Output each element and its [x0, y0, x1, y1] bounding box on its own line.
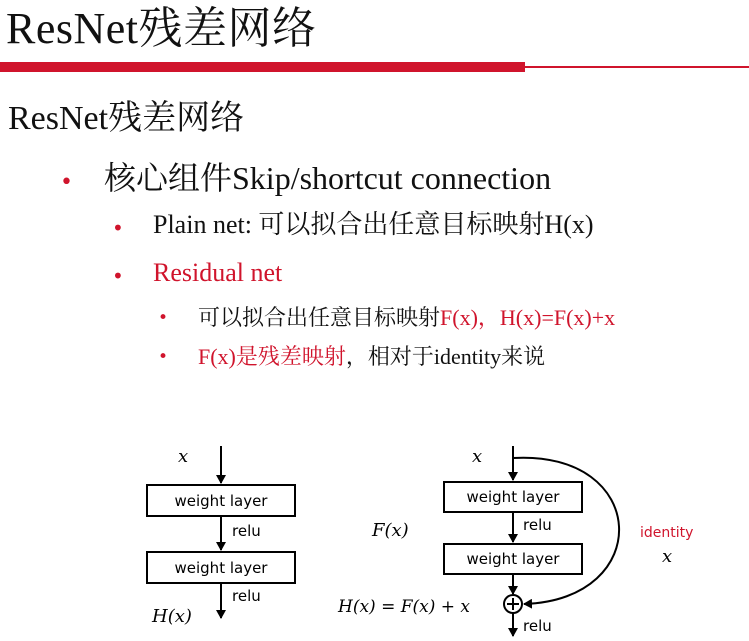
plain-input-label: x [178, 446, 189, 467]
bullet-dot: • [112, 216, 124, 240]
bullet-plain-net: Plain net: 可以拟合出任意目标映射H(x) [153, 210, 594, 239]
bullet-residual-mapping-rest: ，相对于identity来说 [345, 344, 546, 369]
residual-relu-out: relu [523, 617, 552, 635]
bullet-dot: • [112, 264, 124, 288]
residual-weight-layer-1-label: weight layer [466, 488, 560, 506]
bullet-residual-net: Residual net [153, 258, 283, 287]
bullet-dot: • [158, 347, 169, 367]
bullet-residual-equation: ，H(x)=F(x)+x [477, 305, 616, 330]
plain-relu-1: relu [232, 522, 261, 540]
bullet-residual-fit-text: 可以拟合出任意目标映射 [198, 305, 441, 330]
residual-fx-label: F(x) [372, 520, 409, 541]
slide-title: ResNet残差网络 [6, 4, 317, 53]
plain-weight-layer-1-label: weight layer [174, 492, 268, 510]
residual-weight-layer-2-label: weight layer [466, 550, 560, 568]
section-heading: ResNet残差网络 [8, 100, 245, 137]
residual-input-label: x [472, 446, 483, 467]
bullet-dot: • [158, 308, 169, 328]
bullet-residual-mapping-red: F(x)是残差映射 [198, 344, 346, 369]
residual-sum-equation: H(x) = F(x) + x [338, 597, 471, 617]
plain-weight-layer-2-label: weight layer [174, 559, 268, 577]
bullet-core-component: 核心组件Skip/shortcut connection [104, 160, 552, 196]
identity-label: identity [640, 525, 694, 541]
plain-relu-2: relu [232, 587, 261, 605]
bullet-dot: • [60, 170, 73, 195]
identity-x-label: x [662, 546, 673, 567]
bullet-residual-fx: F(x) [440, 305, 478, 330]
plain-output-label: H(x) [152, 606, 192, 627]
residual-relu-1: relu [523, 516, 552, 534]
